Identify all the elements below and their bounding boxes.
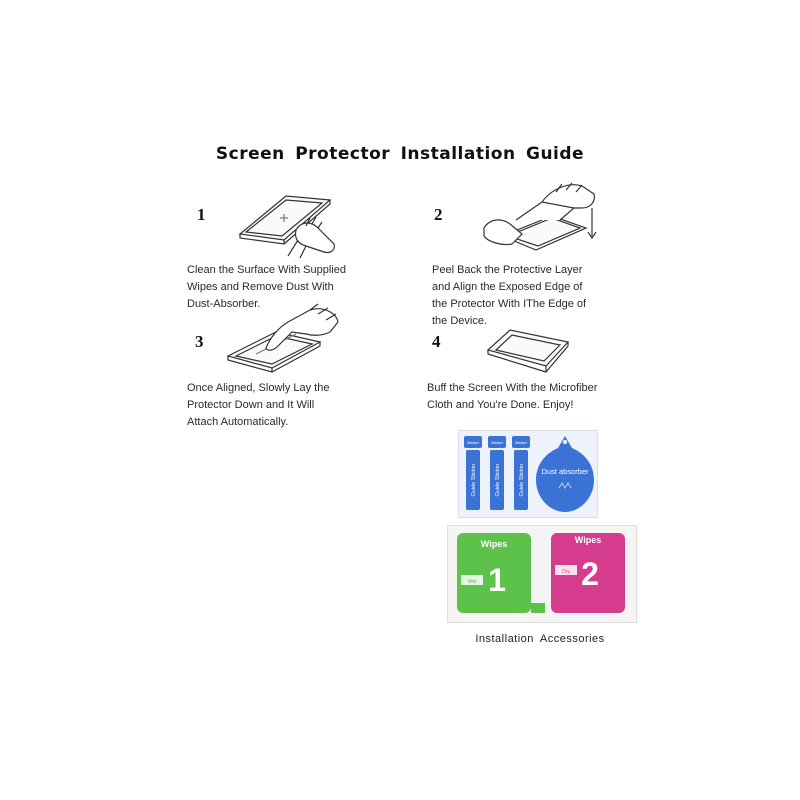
dry-wipe-side: Dry: [562, 569, 570, 575]
step-1-line-3: Dust-Absorber.: [187, 298, 261, 310]
guide-sticker-label-2: Guide Sticker: [495, 463, 501, 497]
step-4-line-2: Cloth and You're Done. Enjoy!: [427, 399, 574, 411]
dry-wipe-number: 2: [581, 556, 599, 592]
step-3-illustration: [226, 302, 346, 374]
sticker-tab-label-1: Sticker: [466, 440, 480, 445]
page-title: Screen Protector Installation Guide: [215, 144, 585, 164]
step-4-text: [427, 380, 597, 414]
step-3-line-2: Protector Down and It Will: [187, 399, 315, 411]
step-1-line-1: Clean the Surface With Supplied: [187, 264, 346, 276]
step-2-line-3: the Protector With IThe Edge of: [432, 298, 587, 310]
step-3-line-3: Attach Automatically.: [187, 416, 289, 428]
step-4-number: 4: [432, 332, 441, 351]
step-2-text: [432, 262, 586, 330]
wet-wipe-number: 1: [488, 562, 506, 598]
step-2-illustration: [482, 180, 602, 260]
guide-sticker-label-3: Guide Sticker: [519, 463, 525, 497]
wipes-card: [447, 525, 637, 623]
step-4-illustration: [486, 326, 572, 376]
step-1-illustration: [236, 190, 346, 260]
dust-absorber-label: Dust absorber: [541, 467, 589, 476]
sticker-card: [458, 430, 598, 518]
guide-sticker-label-1: Guide Sticker: [471, 463, 477, 497]
step-2-line-4: the Device.: [432, 315, 488, 327]
step-3-line-1: Once Aligned, Slowly Lay the: [187, 382, 330, 394]
sticker-tab-label-3: Sticker: [514, 440, 528, 445]
dry-wipe-title: Wipes: [574, 535, 602, 545]
wet-wipe-side: Wet: [467, 579, 477, 585]
step-2-line-2: and Align the Exposed Edge of: [432, 281, 583, 293]
accessories-caption: Installation Accessories: [475, 633, 605, 645]
wet-wipe-title: Wipes: [480, 539, 508, 549]
step-1-number: 1: [197, 205, 206, 224]
step-1-line-2: Wipes and Remove Dust With: [187, 281, 334, 293]
step-2-number: 2: [434, 205, 443, 224]
sticker-tab-label-2: Sticker: [490, 440, 504, 445]
step-2-line-1: Peel Back the Protective Layer: [432, 264, 583, 276]
step-4-line-1: Buff the Screen With the Microfiber: [427, 382, 598, 394]
step-3-number: 3: [195, 332, 204, 351]
step-3-text: [187, 380, 329, 431]
